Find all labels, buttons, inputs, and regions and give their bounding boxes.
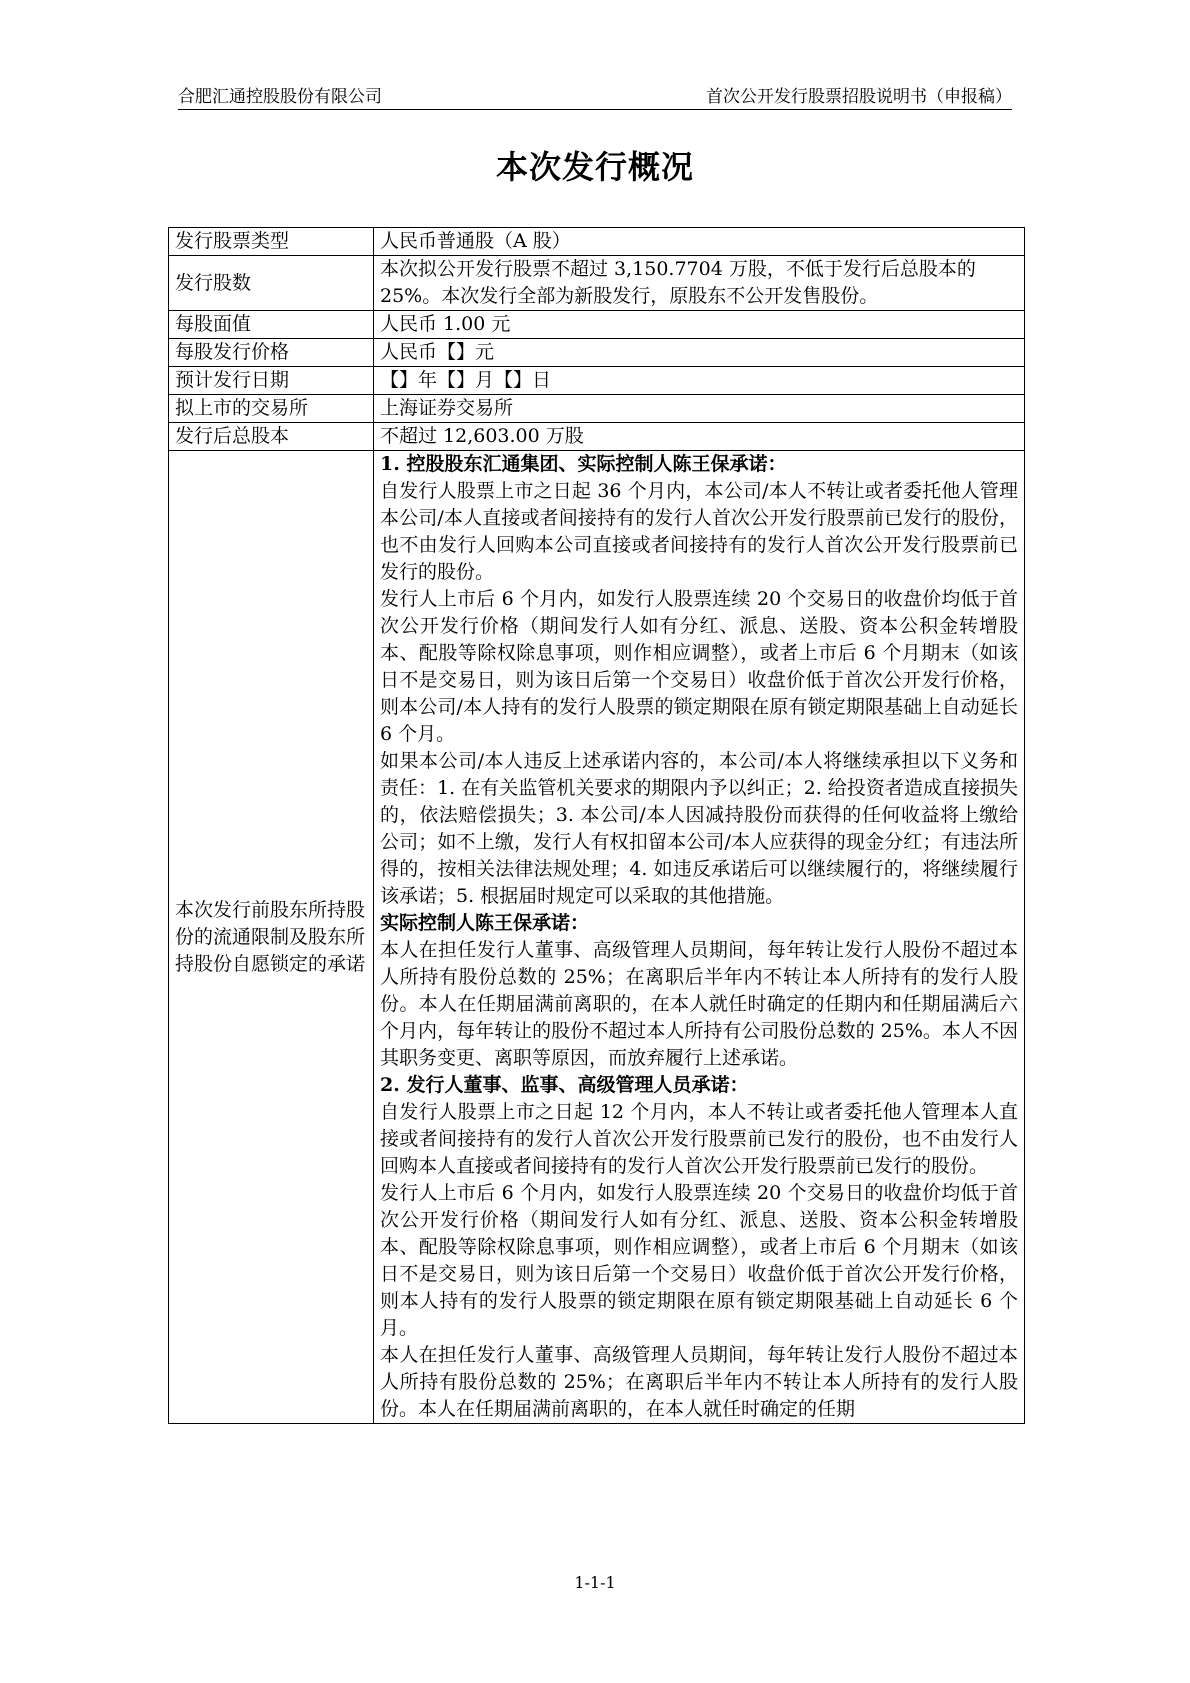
page-number: 1-1-1	[574, 1573, 616, 1592]
table-row	[169, 367, 1025, 395]
row-label: 预计发行日期	[169, 367, 374, 395]
header-company: 合肥汇通控股股份有限公司	[178, 87, 382, 107]
row-label: 发行股票类型	[169, 228, 374, 256]
commitment-paragraph: 发行人上市后 6 个月内，如发行人股票连续 20 个交易日的收盘价均低于首次公开发行价格（期间发行人如有分红、派息、送股、资本公积金转增股本、配股等除权除息事项，则作相应调整），或者上市后 6 个月期末（如该日不是交易日，则为该日后第一个交易日）收盘价低于首次公开发行价格，则本人持有的发行人股票的锁定期限在原有锁定期限基础上自动延长 6 个月。	[380, 1182, 1018, 1339]
row-label: 发行股数	[169, 256, 374, 311]
commitment-paragraph: 如果本公司/本人违反上述承诺内容的，本公司/本人将继续承担以下义务和责任：1. 在有关监管机关要求的期限内予以纠正；2. 给投资者造成直接损失的，依法赔偿损失；3. 本公司/本人因减持股份而获得的任何收益将上缴给公司；如不上缴，发行人有权扣留本公司/本人应获得的现金分红；有违法所得的，按相关法律法规处理；4. 如违反承诺后可以继续履行的，将继续履行该承诺；5. 根据届时规定可以采取的其他措施。	[380, 750, 1018, 907]
row-value: 人民币【】元	[374, 339, 1025, 367]
header-rule	[178, 109, 1012, 110]
row-value: 不超过 12,603.00 万股	[374, 423, 1025, 451]
lockup-commitments	[374, 451, 1025, 1424]
row-label: 拟上市的交易所	[169, 395, 374, 423]
commitment-heading-actual-controller: 实际控制人陈王保承诺：	[380, 912, 590, 934]
offering-overview-table	[168, 227, 1025, 1424]
commitment-paragraph: 本人在担任发行人董事、高级管理人员期间，每年转让发行人股份不超过本人所持有股份总数的 25%；在离职后半年内不转让本人所持有的发行人股份。本人在任期届满前离职的，在本人就任时确定的任期内和任期届满后六个月内，每年转让的股份不超过本人所持有公司股份总数的 25%。本人不因其职务变更、离职等原因，而放弃履行上述承诺。	[380, 939, 1018, 1069]
row-label: 发行后总股本	[169, 423, 374, 451]
row-label: 每股发行价格	[169, 339, 374, 367]
row-value: 人民币 1.00 元	[374, 311, 1025, 339]
commitment-heading-directors: 2. 发行人董事、监事、高级管理人员承诺：	[380, 1074, 749, 1096]
commitment-paragraph: 自发行人股票上市之日起 12 个月内，本人不转让或者委托他人管理本人直接或者间接持有的发行人首次公开发行股票前已发行的股份，也不由发行人回购本人直接或者间接持有的发行人首次公开发行股票前已发行的股份。	[380, 1101, 1018, 1177]
row-value: 【】年【】月【】日	[374, 367, 1025, 395]
table-row	[169, 256, 1025, 311]
lockup-label: 本次发行前股东所持股份的流通限制及股东所持股份自愿锁定的承诺	[169, 451, 374, 1424]
table-row	[169, 423, 1025, 451]
table-row	[169, 228, 1025, 256]
row-value: 人民币普通股（A 股）	[374, 228, 1025, 256]
table-row	[169, 339, 1025, 367]
row-label: 每股面值	[169, 311, 374, 339]
row-value: 本次拟公开发行股票不超过 3,150.7704 万股，不低于发行后总股本的 25%。本次发行全部为新股发行，原股东不公开发售股份。	[374, 256, 1025, 311]
row-value: 上海证券交易所	[374, 395, 1025, 423]
table-row	[169, 311, 1025, 339]
commitment-paragraph: 本人在担任发行人董事、高级管理人员期间，每年转让发行人股份不超过本人所持有股份总数的 25%；在离职后半年内不转让本人所持有的发行人股份。本人在任期届满前离职的，在本人就任时确定的任期	[380, 1344, 1018, 1420]
commitment-heading-controlling-shareholder: 1. 控股股东汇通集团、实际控制人陈王保承诺：	[380, 453, 787, 475]
commitment-paragraph: 自发行人股票上市之日起 36 个月内，本公司/本人不转让或者委托他人管理本公司/本人直接或者间接持有的发行人首次公开发行股票前已发行的股份，也不由发行人回购本公司直接或者间接持有的发行人首次公开发行股票前已发行的股份。	[380, 480, 1018, 583]
table-row-lockup	[169, 451, 1025, 1424]
page-title: 本次发行概况	[495, 148, 694, 186]
commitment-paragraph: 发行人上市后 6 个月内，如发行人股票连续 20 个交易日的收盘价均低于首次公开发行价格（期间发行人如有分红、派息、送股、资本公积金转增股本、配股等除权除息事项，则作相应调整），或者上市后 6 个月期末（如该日不是交易日，则为该日后第一个交易日）收盘价低于首次公开发行价格，则本公司/本人持有的发行人股票的锁定期限在原有锁定期限基础上自动延长 6 个月。	[380, 588, 1018, 745]
table-row	[169, 395, 1025, 423]
header-document-title: 首次公开发行股票招股说明书（申报稿）	[706, 87, 1012, 107]
